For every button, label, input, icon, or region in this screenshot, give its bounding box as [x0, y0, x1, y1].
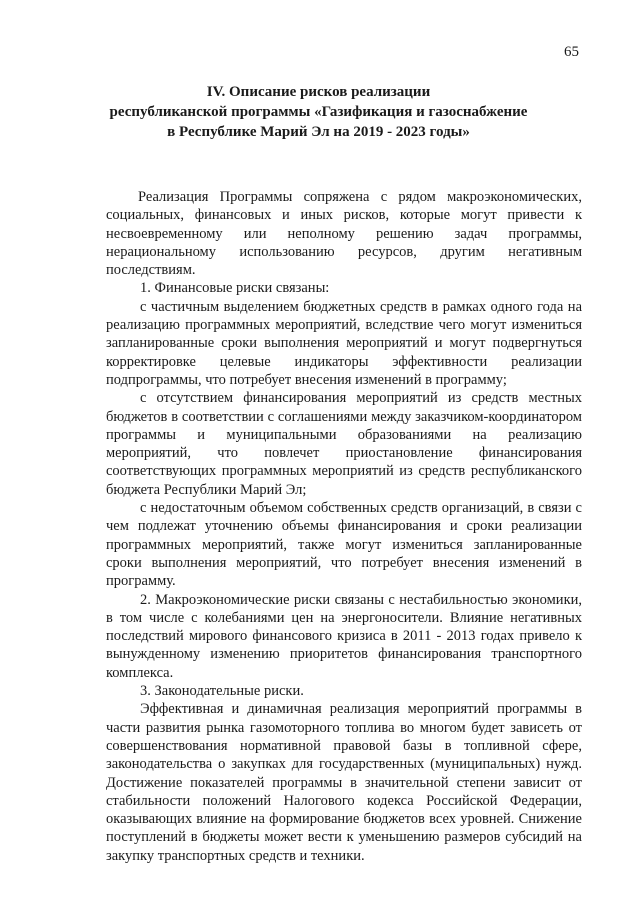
- section-title: [0, 82, 637, 142]
- paragraph-financial-risks-heading: 1. Финансовые риски связаны:: [140, 280, 330, 297]
- title-line-1: IV. Описание рисков реализации: [206, 84, 431, 100]
- title-line-3: в Республике Марий Эл на 2019 - 2023 годы»: [167, 124, 470, 140]
- document-body: [106, 188, 582, 865]
- paragraph-legislative-risks: Эффективная и динамичная реализация мероприятий программы в части развития рынка газомоторного топлива во многом будет зависеть от совершенствования нормативной правовой базы в топливной сфере, законодательства о закупках для государственных (муниципальных) нужд. Достижение показателей программы в значительной степени зависит от стабильности положений Налогового кодекса Российской Федерации, оказывающих влияние на формирование бюджетов всех уровней. Снижение поступлений в бюджеты может вести к уменьшению размеров субсидий на закупку транспортных средств и техники.: [106, 701, 582, 864]
- page-number: 65: [564, 44, 579, 60]
- paragraph-macroeconomic-risks: 2. Макроэкономические риски связаны с нестабильностью экономики, в том числе с колебаниями цен на энергоносители. Влияние негативных последствий мирового финансового кризиса в 2011 - 2013 годах привело к вынужденному изменению приоритетов финансирования транспортного комплекса.: [106, 591, 582, 681]
- paragraph-financial-risk-2: с отсутствием финансирования мероприятий из средств местных бюджетов в соответствии с соглашениями между заказчиком-координатором программы и муниципальными образованиями на реализацию мероприятий, что повлечет приостановление финансирования соответствующих программных мероприятий из средств республиканского бюджета Республики Марий Эл;: [106, 390, 582, 498]
- title-line-2: республиканской программы «Газификация и газоснабжение: [109, 104, 528, 120]
- paragraph-intro: Реализация Программы сопряжена с рядом макроэкономических, социальных, финансовых и иных рисков, которые могут привести к несвоевременному или неполному решению задач программы, нерациональному использованию ресурсов, другим негативным последствиям.: [106, 189, 582, 279]
- paragraph-legislative-risks-heading: 3. Законодательные риски.: [140, 683, 304, 700]
- paragraph-financial-risk-1: с частичным выделением бюджетных средств в рамках одного года на реализацию программных мероприятий, вследствие чего могут измениться запланированные сроки выполнения мероприятий и могут подвергнуться корректировке целевые индикаторы эффективности реализации подпрограммы, что потребует внесения изменений в программу;: [106, 298, 582, 388]
- paragraph-financial-risk-3: с недостаточным объемом собственных средств организаций, в связи с чем подлежат уточнению объемы финансирования и сроки реализации программных мероприятий, также могут измениться запланированные сроки выполнения мероприятий, что потребует внесения изменений в программу.: [106, 500, 582, 590]
